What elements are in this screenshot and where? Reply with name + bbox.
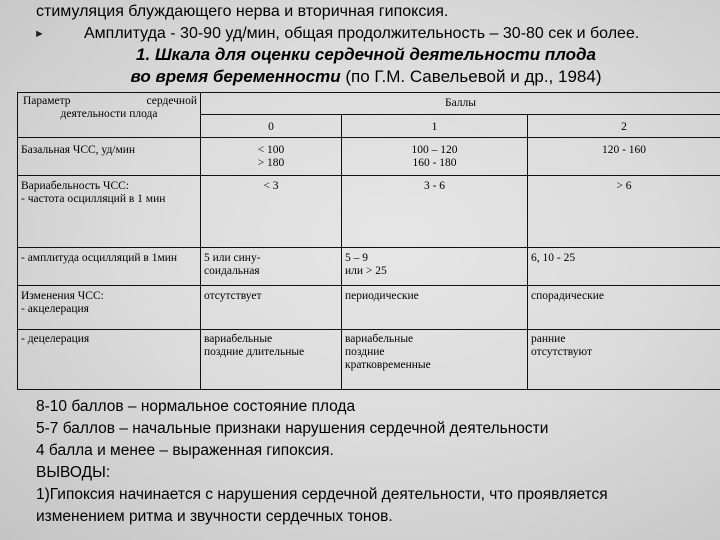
intro-line-1: стимуляция блуждающего нерва и вторичная гипоксия. bbox=[36, 3, 449, 20]
conclusions-heading: ВЫВОДЫ: bbox=[36, 464, 111, 481]
row-param: - амплитуда осцилляций в 1мин bbox=[18, 248, 201, 286]
score-col-0: 0 bbox=[201, 115, 342, 138]
row-score-2: > 6 bbox=[528, 176, 720, 248]
row-score-2: спорадические bbox=[528, 286, 720, 330]
row-score-2: 6, 10 - 25 bbox=[528, 248, 720, 286]
row-param: Базальная ЧСС, уд/мин bbox=[18, 138, 201, 176]
row-score-2: 120 - 160 bbox=[528, 138, 720, 176]
scale-title bbox=[6, 45, 720, 65]
conclusion-line-2: изменением ритма и звучности сердечных тонов. bbox=[36, 508, 393, 525]
table-row bbox=[18, 138, 720, 176]
table-row bbox=[18, 248, 720, 286]
row-score-0: 5 или сину- соидальная bbox=[201, 248, 342, 286]
scale-title-line-2-bold: во время беременности bbox=[130, 67, 341, 86]
note-line-2: 5-7 баллов – начальные признаки нарушения сердечной деятельности bbox=[36, 420, 549, 437]
table-row bbox=[18, 176, 720, 248]
row-score-0: отсутствует bbox=[201, 286, 342, 330]
row-score-1: 3 - 6 bbox=[342, 176, 528, 248]
score-col-2: 2 bbox=[528, 115, 720, 138]
row-score-1: вариабельные поздние кратковременные bbox=[342, 330, 528, 390]
row-score-0: вариабельные поздние длительные bbox=[201, 330, 342, 390]
row-score-1: периодические bbox=[342, 286, 528, 330]
note-line-3: 4 балла и менее – выраженная гипоксия. bbox=[36, 442, 334, 459]
row-param: - децелерация bbox=[18, 330, 201, 390]
row-score-1: 5 – 9 или > 25 bbox=[342, 248, 528, 286]
scale-title-line-1: 1. Шкала для оценки сердечной деятельности плода bbox=[136, 45, 596, 64]
header-parameter: Параметр сердечной деятельности плода bbox=[18, 93, 201, 138]
row-score-0: < 3 bbox=[201, 176, 342, 248]
row-score-0: < 100 > 180 bbox=[201, 138, 342, 176]
note-line-1: 8-10 баллов – нормальное состояние плода bbox=[36, 398, 356, 415]
fetal-cardiac-scale-table bbox=[17, 92, 720, 390]
row-score-2: ранние отсутствуют bbox=[528, 330, 720, 390]
row-param: Изменения ЧСС: - акцелерация bbox=[18, 286, 201, 330]
scale-title-line-2-rest: (по Г.М. Савельевой и др., 1984) bbox=[340, 67, 602, 86]
score-col-1: 1 bbox=[342, 115, 528, 138]
table-row bbox=[18, 286, 720, 330]
table-row bbox=[18, 330, 720, 390]
conclusion-line-1: 1)Гипоксия начинается с нарушения сердечной деятельности, что проявляется bbox=[36, 486, 608, 503]
header-scores: Баллы bbox=[201, 93, 720, 115]
bullet-arrow-icon: ► bbox=[34, 28, 45, 40]
row-param: Вариабельность ЧСС: - частота осцилляций в 1 мин bbox=[18, 176, 201, 248]
scale-subtitle bbox=[6, 67, 720, 87]
intro-line-2: Амплитуда - 30-90 уд/мин, общая продолжительность – 30-80 сек и более. bbox=[84, 25, 640, 42]
row-score-1: 100 – 120 160 - 180 bbox=[342, 138, 528, 176]
